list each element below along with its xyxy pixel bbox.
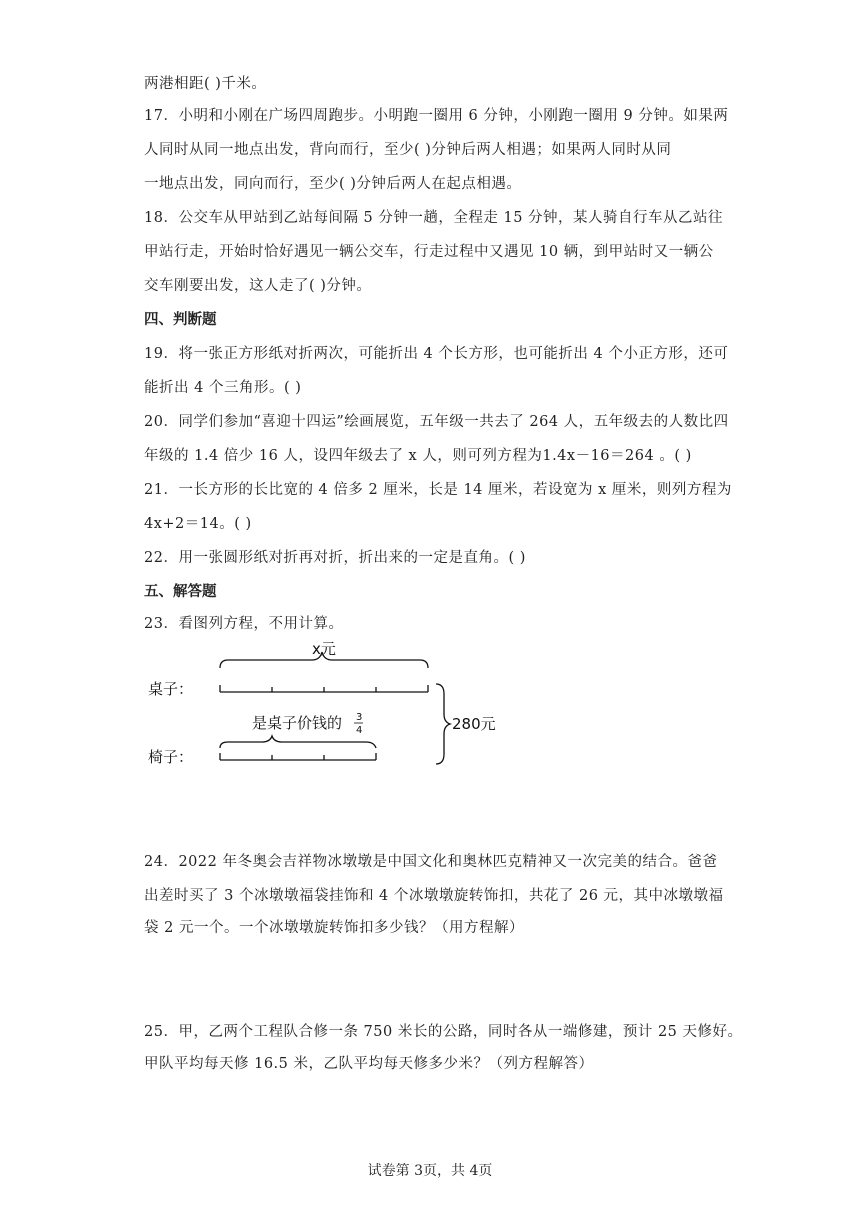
table-price-label: x元 xyxy=(312,640,336,658)
chair-caption: 是桌子价钱的 xyxy=(252,714,343,732)
q24-line-2: 出差时买了 3 个冰墩墩福袋挂饰和 4 个冰墩墩旋转饰扣，共花了 26 元，其中冰墩墩福 xyxy=(144,888,724,904)
q18-line-2: 甲站行走，开始时恰好遇见一辆公交车，行走过程中又遇见 10 辆，到甲站时又一辆公 xyxy=(144,244,714,260)
chair-label: 椅子： xyxy=(148,748,194,766)
q22-line-1: 22．用一张圆形纸对折再对折，折出来的一定是直角。( ) xyxy=(144,550,526,566)
fraction-denominator: 4 xyxy=(356,725,363,736)
q20-line-2: 年级的 1.4 倍少 16 人，设四年级去了 x 人，则可列方程为1.4x－16＝264 。( ) xyxy=(144,448,692,464)
q19-line-1: 19．将一张正方形纸对折两次，可能折出 4 个长方形，也可能折出 4 个小正方形，还可 xyxy=(144,346,729,362)
q19-line-2: 能折出 4 个三角形。( ) xyxy=(144,380,302,396)
q21-line-1: 21．一长方形的长比宽的 4 倍多 2 厘米，长是 14 厘米，若设宽为 x 厘米，则列方程为 xyxy=(144,482,732,498)
q23-line-segment-diagram xyxy=(144,638,504,788)
q17-line-3: 一地点出发，同向而行，至少( )分钟后两人在起点相遇。 xyxy=(144,176,522,192)
section-answer-title: 五、解答题 xyxy=(144,584,217,600)
chair-top-brace xyxy=(220,736,376,748)
q24-line-3: 袋 2 元一个。一个冰墩墩旋转饰扣多少钱？（用方程解） xyxy=(144,920,524,936)
section-judgment-title: 四、判断题 xyxy=(144,312,217,328)
fraction-numerator: 3 xyxy=(356,712,363,723)
total-brace xyxy=(436,684,450,764)
table-label: 桌子： xyxy=(148,680,194,698)
q21-line-2: 4x+2＝14。( ) xyxy=(144,516,252,532)
page-footer: 试卷第 3页，共 4页 xyxy=(367,1163,493,1179)
q23-line-1: 23．看图列方程，不用计算。 xyxy=(144,616,344,632)
q17-line-2: 人同时从同一地点出发，背向而行，至少( )分钟后两人相遇；如果两人同时从同 xyxy=(144,142,672,158)
total-price-label: 280元 xyxy=(452,715,496,733)
q18-line-3: 交车刚要出发，这人走了( )分钟。 xyxy=(144,278,372,294)
q20-line-1: 20．同学们参加“喜迎十四运”绘画展览，五年级一共去了 264 人，五年级去的人数比四 xyxy=(144,414,729,430)
q17-line-1: 17．小明和小刚在广场四周跑步。小明跑一圈用 6 分钟，小刚跑一圈用 9 分钟。如果两 xyxy=(144,108,729,124)
q25-line-2: 甲队平均每天修 16.5 米，乙队平均每天修多少米？（列方程解答） xyxy=(144,1056,594,1072)
q25-line-1: 25．甲，乙两个工程队合修一条 750 米长的公路，同时各从一端修建，预计 25 天修好。 xyxy=(144,1024,743,1040)
q24-line-1: 24．2022 年冬奥会吉祥物冰墩墩是中国文化和奥林匹克精神又一次完美的结合。爸爸 xyxy=(144,854,718,870)
q16-answer-line: 两港相距( )千米。 xyxy=(144,76,267,92)
q18-line-1: 18．公交车从甲站到乙站每间隔 5 分钟一趟，全程走 15 分钟，某人骑自行车从乙站往 xyxy=(144,210,724,226)
